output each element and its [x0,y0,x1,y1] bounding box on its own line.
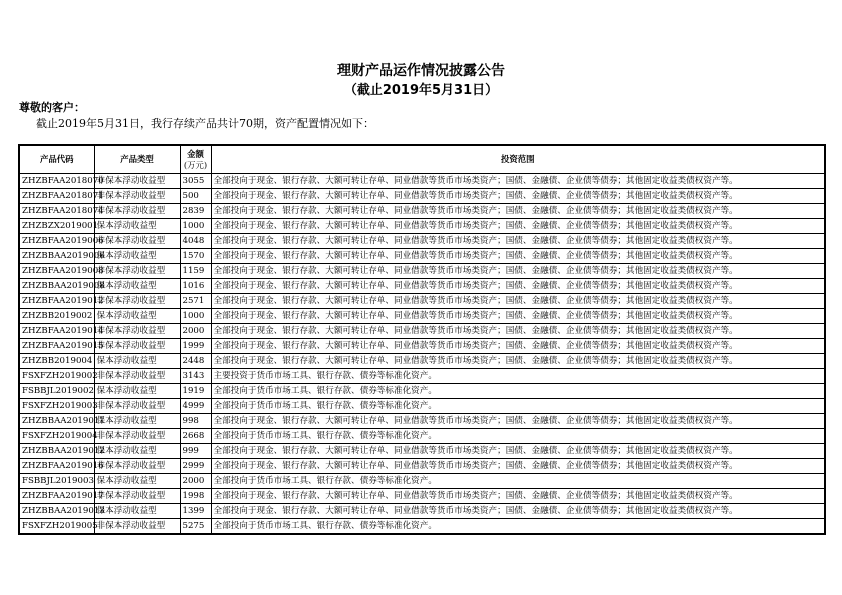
header-amount [180,145,211,174]
cell-product-type: 非保本浮动收益型 [94,369,180,384]
cell-product-code: ZHZBBAA2019012 [19,444,94,459]
cell-product-type: 非保本浮动收益型 [94,174,180,189]
cell-investment-scope: 全部投向于现金、银行存款、大额可转让存单、同业借款等货币市场类资产；国债、金融债、企业债等债券；其他固定收益类债权资产等。 [211,294,825,309]
cell-product-type: 非保本浮动收益型 [94,519,180,535]
cell-amount: 2668 [180,429,211,444]
cell-amount: 4999 [180,399,211,414]
cell-investment-scope: 全部投向于货币市场工具、银行存款、债券等标准化资产。 [211,384,825,399]
cell-investment-scope: 全部投向于现金、银行存款、大额可转让存单、同业借款等货币市场类资产；国债、金融债、企业债等债券；其他固定收益类债权资产等。 [211,324,825,339]
cell-amount: 1999 [180,339,211,354]
cell-product-type: 保本浮动收益型 [94,279,180,294]
table-row [19,519,825,535]
cell-amount: 1919 [180,384,211,399]
cell-investment-scope: 全部投向于现金、银行存款、大额可转让存单、同业借款等货币市场类资产；国债、金融债、企业债等债券；其他固定收益类债权资产等。 [211,444,825,459]
page-subtitle: （截止2019年5月31日） [343,83,499,98]
cell-product-code: ZHZBBAA2019011 [19,414,94,429]
table-row [19,279,825,294]
table-row [19,384,825,399]
cell-amount: 4048 [180,234,211,249]
page-title: 理财产品运作情况披露公告 [337,63,505,79]
cell-amount: 5275 [180,519,211,535]
cell-amount: 999 [180,444,211,459]
table-row [19,414,825,429]
cell-product-type: 非保本浮动收益型 [94,294,180,309]
cell-amount: 1399 [180,504,211,519]
cell-investment-scope: 全部投向于现金、银行存款、大额可转让存单、同业借款等货币市场类资产；国债、金融债、企业债等债券；其他固定收益类债权资产等。 [211,249,825,264]
table-row [19,189,825,204]
cell-product-type: 非保本浮动收益型 [94,459,180,474]
cell-product-type: 保本浮动收益型 [94,384,180,399]
cell-amount: 1016 [180,279,211,294]
cell-product-code: ZHZBZX2019001 [19,219,94,234]
table-row [19,339,825,354]
cell-amount: 1998 [180,489,211,504]
cell-amount: 998 [180,414,211,429]
cell-product-code: FSXFZH2019002 [19,369,94,384]
cell-investment-scope: 全部投向于现金、银行存款、大额可转让存单、同业借款等货币市场类资产；国债、金融债、企业债等债券；其他固定收益类债权资产等。 [211,264,825,279]
cell-product-type: 保本浮动收益型 [94,474,180,489]
cell-investment-scope: 全部投向于现金、银行存款、大额可转让存单、同业借款等货币市场类资产；国债、金融债、企业债等债券；其他固定收益类债权资产等。 [211,309,825,324]
cell-product-type: 保本浮动收益型 [94,249,180,264]
cell-product-code: ZHZBBAA2019008 [19,279,94,294]
table-body [19,174,825,535]
header-scope: 投资范围 [211,145,825,174]
cell-product-code: ZHZBFAA2019008 [19,264,94,279]
table-row [19,174,825,189]
cell-product-code: ZHZBFAA2018070 [19,174,94,189]
cell-investment-scope: 主要投资于货币市场工具、银行存款、债券等标准化资产。 [211,369,825,384]
cell-amount: 2839 [180,204,211,219]
cell-product-type: 非保本浮动收益型 [94,189,180,204]
table-row [19,309,825,324]
cell-product-code: FSXFZH2019003 [19,399,94,414]
cell-amount: 2000 [180,474,211,489]
cell-investment-scope: 全部投向于现金、银行存款、大额可转让存单、同业借款等货币市场类资产；国债、金融债、企业债等债券；其他固定收益类债权资产等。 [211,339,825,354]
cell-product-code: ZHZBBAA2019013 [19,504,94,519]
cell-product-type: 非保本浮动收益型 [94,489,180,504]
cell-investment-scope: 全部投向于货币市场工具、银行存款、债券等标准化资产。 [211,474,825,489]
table-row [19,444,825,459]
cell-investment-scope: 全部投向于现金、银行存款、大额可转让存单、同业借款等货币市场类资产；国债、金融债、企业债等债券；其他固定收益类债权资产等。 [211,204,825,219]
table-row [19,294,825,309]
table-row [19,474,825,489]
cell-investment-scope: 全部投向于货币市场工具、银行存款、债券等标准化资产。 [211,399,825,414]
cell-amount: 3055 [180,174,211,189]
cell-amount: 1000 [180,309,211,324]
cell-investment-scope: 全部投向于现金、银行存款、大额可转让存单、同业借款等货币市场类资产；国债、金融债、企业债等债券；其他固定收益类债权资产等。 [211,489,825,504]
cell-product-type: 保本浮动收益型 [94,444,180,459]
cell-investment-scope: 全部投向于现金、银行存款、大额可转让存单、同业借款等货币市场类资产；国债、金融债、企业债等债券；其他固定收益类债权资产等。 [211,189,825,204]
cell-product-code: ZHZBFAA2019006 [19,234,94,249]
cell-product-code: ZHZBFAA2018074 [19,204,94,219]
cell-product-code: FSXFZH2019004 [19,429,94,444]
cell-investment-scope: 全部投向于现金、银行存款、大额可转让存单、同业借款等货币市场类资产；国债、金融债、企业债等债券；其他固定收益类债权资产等。 [211,504,825,519]
cell-product-type: 非保本浮动收益型 [94,264,180,279]
cell-product-code: ZHZBB2019004 [19,354,94,369]
cell-product-code: FSBBJL2019003 [19,474,94,489]
cell-product-type: 保本浮动收益型 [94,219,180,234]
cell-product-type: 非保本浮动收益型 [94,234,180,249]
cell-investment-scope: 全部投向于现金、银行存款、大额可转让存单、同业借款等货币市场类资产；国债、金融债、企业债等债券；其他固定收益类债权资产等。 [211,414,825,429]
cell-amount: 2999 [180,459,211,474]
cell-product-code: ZHZBFAA2019015 [19,339,94,354]
cell-investment-scope: 全部投向于现金、银行存款、大额可转让存单、同业借款等货币市场类资产；国债、金融债、企业债等债券；其他固定收益类债权资产等。 [211,174,825,189]
table-row [19,324,825,339]
cell-amount: 2571 [180,294,211,309]
cell-product-code: FSBBJL2019002 [19,384,94,399]
table-header-row [19,145,825,174]
cell-product-code: FSXFZH2019005 [19,519,94,535]
header-amount-unit: (万元) [183,159,208,170]
cell-investment-scope: 全部投向于现金、银行存款、大额可转让存单、同业借款等货币市场类资产；国债、金融债、企业债等债券；其他固定收益类债权资产等。 [211,354,825,369]
cell-product-code: ZHZBFAA2019017 [19,489,94,504]
table-row [19,234,825,249]
cell-product-type: 保本浮动收益型 [94,414,180,429]
table-row [19,504,825,519]
cell-amount: 2448 [180,354,211,369]
table-row [19,204,825,219]
cell-product-code: ZHZBB2019002 [19,309,94,324]
table-row [19,219,825,234]
cell-product-type: 非保本浮动收益型 [94,339,180,354]
cell-product-type: 非保本浮动收益型 [94,204,180,219]
cell-investment-scope: 全部投向于现金、银行存款、大额可转让存单、同业借款等货币市场类资产；国债、金融债、企业债等债券；其他固定收益类债权资产等。 [211,219,825,234]
table-row [19,399,825,414]
cell-product-type: 保本浮动收益型 [94,354,180,369]
table-row [19,249,825,264]
cell-product-type: 非保本浮动收益型 [94,399,180,414]
cell-product-code: ZHZBFAA2019014 [19,324,94,339]
cell-product-code: ZHZBFAA2019012 [19,294,94,309]
cell-investment-scope: 全部投向于货币市场工具、银行存款、债券等标准化资产。 [211,429,825,444]
greeting: 尊敬的客户： [19,101,85,114]
header-code: 产品代码 [19,145,94,174]
table-row [19,264,825,279]
table-row [19,429,825,444]
header-amount-label: 金额 [187,148,204,159]
table-row [19,354,825,369]
cell-investment-scope: 全部投向于现金、银行存款、大额可转让存单、同业借款等货币市场类资产；国债、金融债、企业债等债券；其他固定收益类债权资产等。 [211,459,825,474]
cell-product-type: 保本浮动收益型 [94,504,180,519]
cell-product-type: 保本浮动收益型 [94,309,180,324]
table-row [19,459,825,474]
cell-amount: 3143 [180,369,211,384]
cell-investment-scope: 全部投向于现金、银行存款、大额可转让存单、同业借款等货币市场类资产；国债、金融债、企业债等债券；其他固定收益类债权资产等。 [211,279,825,294]
cell-product-type: 非保本浮动收益型 [94,324,180,339]
table-row [19,369,825,384]
intro-text: 截止2019年5月31日，我行存续产品共计70期，资产配置情况如下： [36,117,374,130]
cell-product-code: ZHZBFAA2019016 [19,459,94,474]
cell-product-type: 非保本浮动收益型 [94,429,180,444]
cell-product-code: ZHZBBAA2019006 [19,249,94,264]
cell-amount: 1159 [180,264,211,279]
cell-amount: 1000 [180,219,211,234]
header-type: 产品类型 [94,145,180,174]
cell-amount: 500 [180,189,211,204]
cell-product-code: ZHZBFAA2018071 [19,189,94,204]
cell-amount: 2000 [180,324,211,339]
cell-investment-scope: 全部投向于现金、银行存款、大额可转让存单、同业借款等货币市场类资产；国债、金融债、企业债等债券；其他固定收益类债权资产等。 [211,234,825,249]
cell-investment-scope: 全部投向于货币市场工具、银行存款、债券等标准化资产。 [211,519,825,535]
product-table [18,144,826,535]
cell-amount: 1570 [180,249,211,264]
table-row [19,489,825,504]
